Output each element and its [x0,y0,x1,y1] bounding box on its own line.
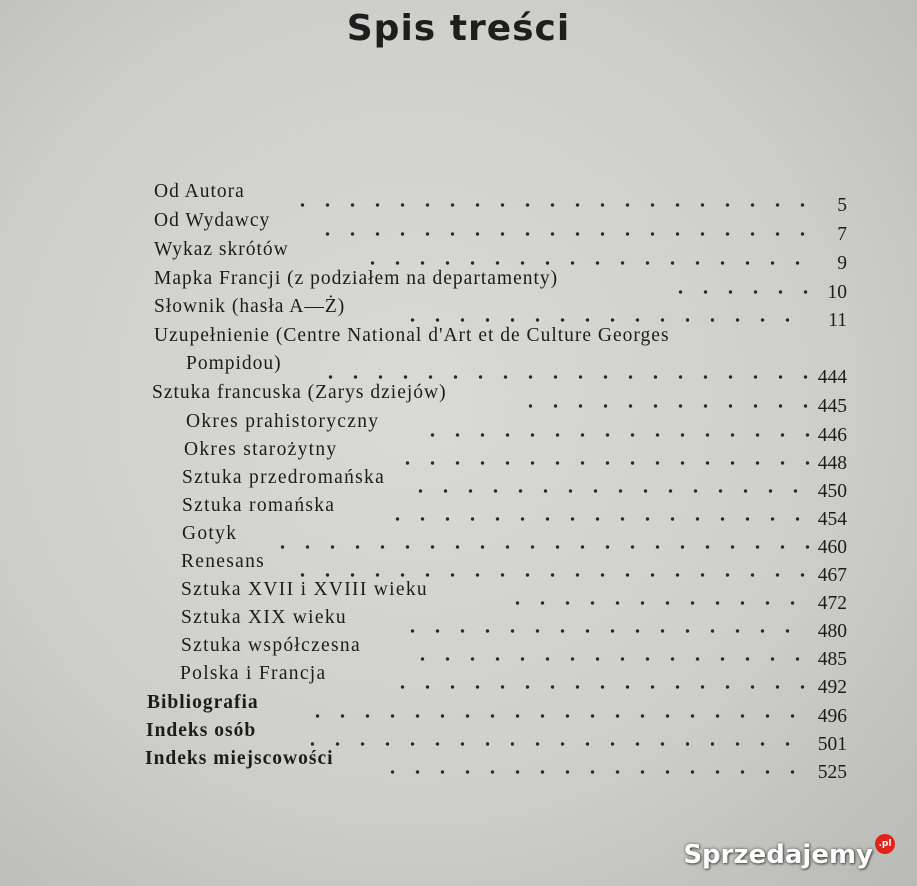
dot-leader [668,290,810,294]
toc-entry-label: Sztuka francuska (Zarys dziejów) [152,382,447,403]
toc-row [0,663,917,698]
toc-page-number: 501 [817,734,847,755]
toc-row [0,523,917,558]
toc-entry-label: Okres prahistoryczny [186,411,380,432]
dot-leader [408,489,810,493]
toc-entry-label: Indeks miejscowości [145,748,334,769]
toc-entry-label: Indeks osób [146,720,257,741]
dot-leader [410,657,810,661]
toc-row [0,296,917,331]
toc-page-number: 9 [837,253,847,274]
dot-leader [400,318,810,322]
dot-leader [290,203,810,207]
dot-leader [360,261,810,265]
toc-page-number: 444 [817,367,847,388]
dot-leader [400,629,810,633]
toc-row [0,551,917,586]
toc-page-number: 7 [837,224,847,245]
dot-leader [315,232,810,236]
toc-row [0,382,917,417]
toc-entry-label: Gotyk [182,523,238,544]
toc-page-number: 448 [817,453,847,474]
toc-entry-label: Okres starożytny [184,439,338,460]
toc-entry-label: Bibliografia [147,692,259,713]
dot-leader [300,742,810,746]
dot-leader [380,770,810,774]
dot-leader [290,573,810,577]
toc-row [0,748,917,783]
dot-leader [390,685,810,689]
dot-leader [518,404,810,408]
watermark-badge: .pl [875,834,895,854]
toc-entry-label-continued: Pompidou) [186,353,282,374]
sprzedajemy-watermark [683,840,895,870]
toc-entry-label: Renesans [181,551,266,572]
page-title: Spis treści [346,8,571,49]
toc-page-number: 445 [817,396,847,417]
toc-row [0,495,917,530]
watermark-text: Sprzedajemy [683,840,873,870]
toc-page-number: 480 [817,621,847,642]
toc-entry-label: Sztuka XVII i XVIII wieku [181,579,428,600]
toc-entry-label: Mapka Francji (z podziałem na departamenty) [154,268,559,289]
dot-leader [318,375,810,379]
dot-leader [385,517,810,521]
toc-page-number: 496 [817,706,847,727]
toc-entry-label: Słownik (hasła A—Ż) [154,296,346,317]
toc-row [0,720,917,755]
toc-page-number: 460 [817,537,847,558]
toc-entry-label: Sztuka przedromańska [182,467,386,488]
toc-row [0,607,917,642]
toc-row [0,181,917,216]
toc-row [0,239,917,274]
toc-page-number: 467 [817,565,847,586]
dot-leader [395,461,810,465]
toc-entry-label: Sztuka romańska [182,495,336,516]
dot-leader [305,714,810,718]
dot-leader [505,601,810,605]
toc-entry-label: Od Autora [154,181,245,202]
toc-page-number: 10 [827,282,847,303]
toc-page-number: 454 [817,509,847,530]
toc-entry-label: Wykaz skrótów [154,239,289,260]
toc-entry-label: Sztuka XIX wieku [181,607,347,628]
toc-row [0,635,917,670]
toc-row [0,268,917,303]
toc-entry-label: Sztuka współczesna [181,635,361,656]
toc-row [0,411,917,446]
toc-page-number: 485 [817,649,847,670]
toc-entry-label: Polska i Francja [180,663,327,684]
dot-leader [420,433,810,437]
toc-page-number: 450 [817,481,847,502]
toc-row [0,210,917,245]
toc-entry-label: Od Wydawcy [154,210,271,231]
toc-page-number: 5 [837,195,847,216]
toc-row [0,692,917,727]
dot-leader [270,545,810,549]
toc-row [0,439,917,474]
toc-page-number: 472 [817,593,847,614]
toc-row [0,325,917,388]
toc-entry-label: Uzupełnienie (Centre National d'Art et de Culture Georges [154,325,670,346]
toc-page-number: 492 [817,677,847,698]
toc-page-number: 11 [828,310,847,331]
toc-row [0,467,917,502]
toc-page-number: 525 [817,762,847,783]
toc-page-number: 446 [817,425,847,446]
toc-row [0,579,917,614]
